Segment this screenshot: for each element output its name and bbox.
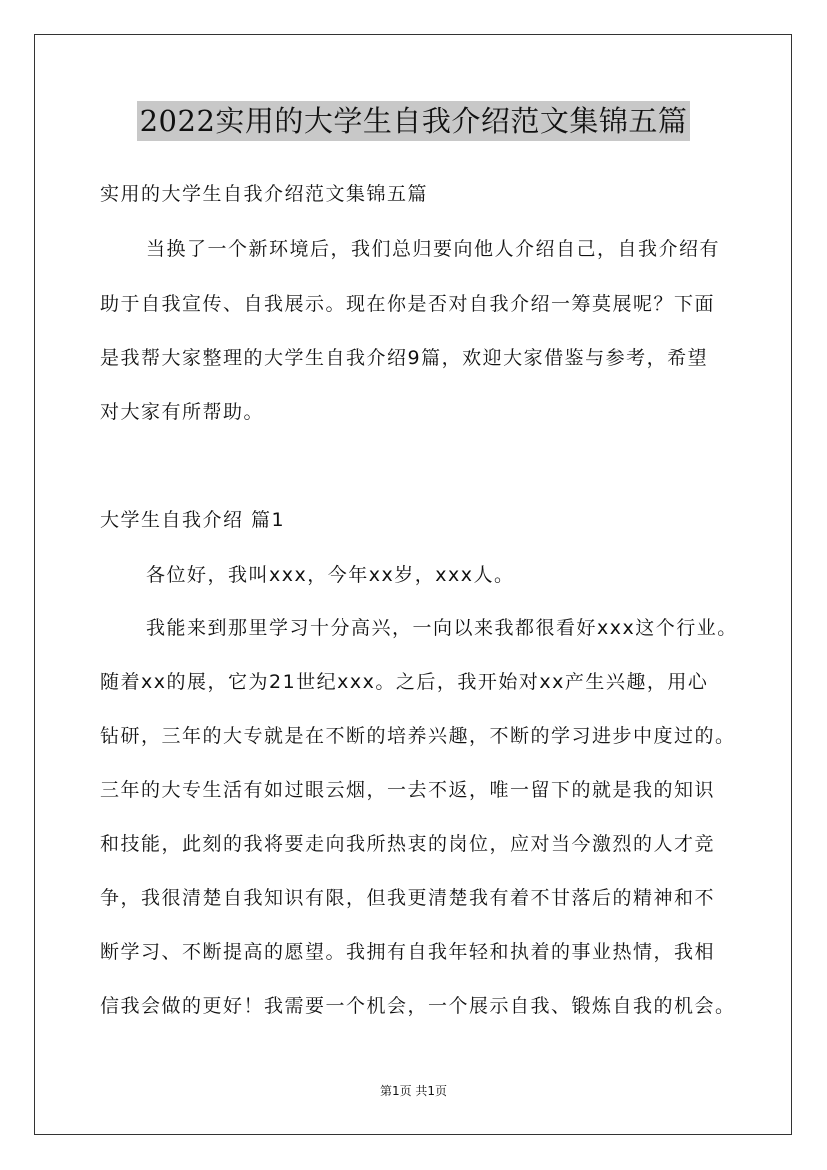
intro-line: 是我帮大家整理的大学生自我介绍9篇，欢迎大家借鉴与参考，希望 [100, 347, 709, 369]
subtitle: 实用的大学生自我介绍范文集锦五篇 [100, 183, 429, 205]
greeting-line: 各位好，我叫xxx，今年xx岁，xxx人。 [146, 564, 515, 586]
body-line: 三年的大专生活有如过眼云烟，一去不返，唯一留下的就是我的知识 [100, 779, 716, 801]
body-line: 随着xx的展，它为21世纪xxx。之后，我开始对xx产生兴趣，用心 [100, 671, 709, 693]
intro-line: 对大家有所帮助。 [100, 401, 265, 423]
body-line: 争，我很清楚自我知识有限，但我更清楚我有着不甘落后的精神和不 [100, 887, 716, 909]
intro-line: 助于自我宣传、自我展示。现在你是否对自我介绍一筹莫展呢？下面 [100, 293, 716, 315]
page-footer: 第1页 共1页 [379, 1084, 448, 1098]
body-line: 钻研，三年的大专就是在不断的培养兴趣，不断的学习进步中度过的。 [100, 725, 736, 747]
document-title: 2022实用的大学生自我介绍范文集锦五篇 [137, 101, 691, 141]
body-line: 断学习、不断提高的愿望。我拥有自我年轻和执着的事业热情，我相 [100, 941, 716, 963]
body-line: 和技能，此刻的我将要走向我所热衷的岗位，应对当今激烈的人才竞 [100, 833, 716, 855]
body-line: 我能来到那里学习十分高兴，一向以来我都很看好xxx这个行业。 [146, 617, 738, 639]
body-line: 信我会做的更好！我需要一个机会，一个展示自我、锻炼自我的机会。 [100, 995, 736, 1017]
title-container [0, 101, 827, 141]
section-heading: 大学生自我介绍 篇1 [100, 509, 286, 531]
intro-line: 当换了一个新环境后，我们总归要向他人介绍自己，自我介绍有 [146, 238, 721, 260]
